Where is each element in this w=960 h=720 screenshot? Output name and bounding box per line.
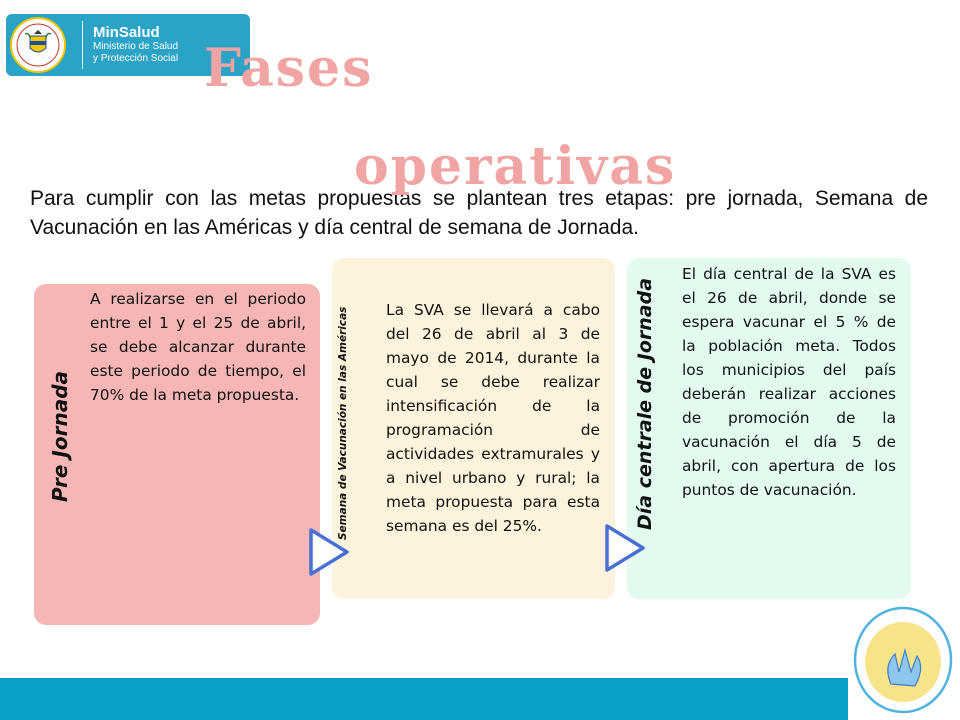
arrow-right-icon bbox=[307, 527, 351, 577]
logo-subtitle-2: y Protección Social bbox=[93, 53, 179, 64]
intro-paragraph: Para cumplir con las metas propuestas se plantean tres etapas: pre jornada, Semana de Vacunación en las Américas y día central de semana de Jornada. bbox=[30, 187, 928, 239]
phase-text-sva: La SVA se llevará a cabo del 26 de abril al 3 de mayo de 2014, durante la cual se debe realizar intensificación de la programación de actividades extramurales y a nivel urbano y rural; la meta propuesta para esta semana es del 25%. bbox=[386, 301, 600, 535]
phase-label-sva: Semana de Vacunación en las Américas bbox=[337, 306, 349, 540]
phase-label-pre-jornada: Pre Jornada bbox=[48, 370, 72, 502]
phase-label-dia-central: Día centrale de Jornada bbox=[634, 277, 656, 530]
phase-text-pre-jornada: A realizarse en el periodo entre el 1 y el 25 de abril, se debe alcanzar durante este periodo de tiempo, el 70% de la meta propuesta. bbox=[90, 290, 306, 404]
page-title-line1: Fases bbox=[204, 38, 374, 99]
logo-subtitle-1: Ministerio de Salud bbox=[93, 41, 179, 52]
logo-divider bbox=[82, 21, 83, 69]
campaign-badge-logo bbox=[853, 606, 953, 714]
page-title-line2: operativas bbox=[354, 136, 677, 197]
footer-bar bbox=[0, 678, 848, 720]
logo-title: MinSalud bbox=[93, 24, 160, 41]
logo-text bbox=[93, 25, 178, 65]
coat-of-arms-icon bbox=[15, 22, 61, 68]
coat-of-arms-seal bbox=[10, 17, 66, 73]
arrow-right-icon bbox=[603, 523, 647, 573]
phase-text-dia-central: El día central de la SVA es el 26 de abril, donde se espera vacunar el 5 % de la población meta. Todos los municipios del país deberán realizar acciones de promoción de la vacunación el día 5 de abril, con apertura de los puntos de vacunación. bbox=[682, 265, 896, 499]
